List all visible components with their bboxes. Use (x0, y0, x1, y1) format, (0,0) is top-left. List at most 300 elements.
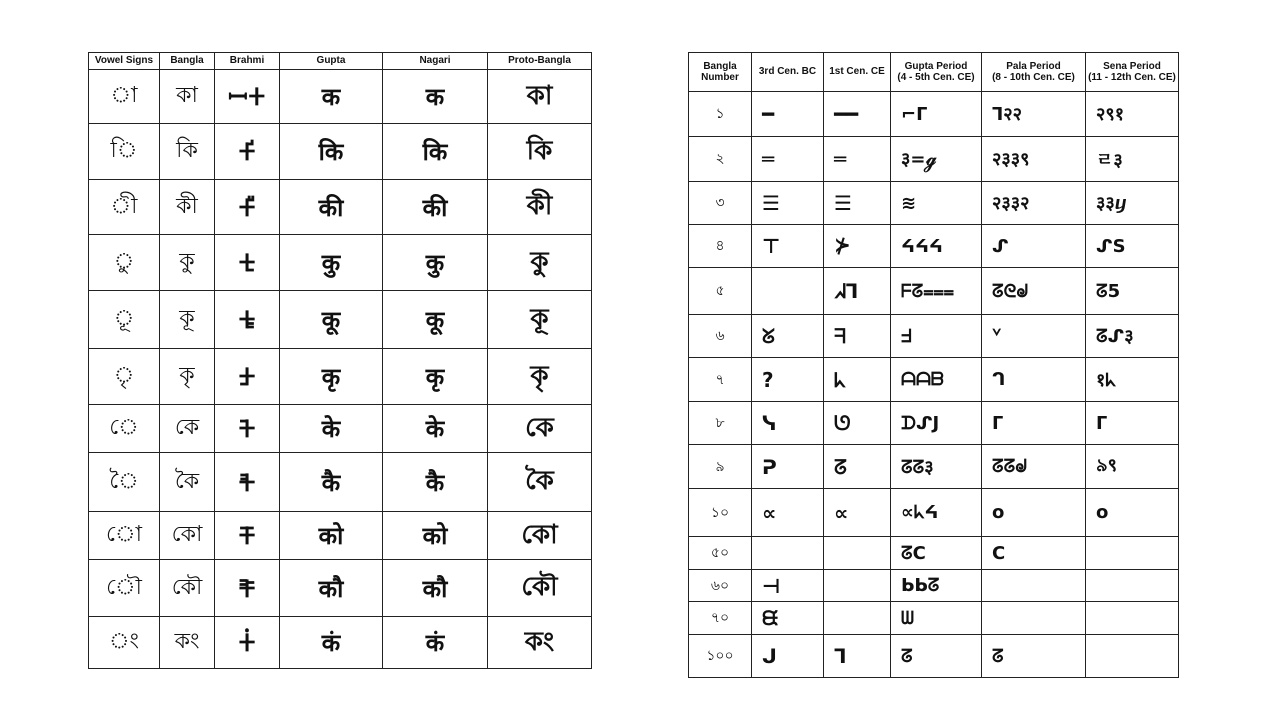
gupta-cell (280, 512, 383, 560)
header-proto-bangla: Proto-Bangla (488, 53, 592, 70)
brahmi-glyph: 𑀓𑀼 (237, 249, 257, 277)
num-cell (689, 137, 752, 182)
c1ce-cell (824, 635, 891, 678)
gupta-glyph: कं (321, 629, 341, 657)
table-row (89, 180, 592, 235)
bangla-cell (160, 70, 215, 124)
proto-glyph: কে (525, 412, 554, 443)
nagari-glyph: कौ (422, 574, 448, 603)
gupta-glyph: ᔦᔦᔦ (901, 235, 943, 257)
sign-cell (89, 560, 160, 617)
table-row (89, 124, 592, 180)
gupta-cell (891, 225, 982, 268)
sign-glyph: ী (110, 193, 138, 219)
c1ce-cell (824, 402, 891, 445)
gupta-cell (280, 617, 383, 669)
sign-glyph: ো (106, 522, 142, 547)
num-cell (689, 182, 752, 225)
vowel-table-header-row (89, 53, 592, 70)
gupta-cell (280, 453, 383, 512)
numeral-table-header-row (689, 53, 1179, 92)
nagari-cell (383, 124, 488, 180)
pala-glyph: ᒉ (992, 369, 1006, 390)
nagari-glyph: को (422, 522, 448, 550)
c3bc-cell (752, 182, 824, 225)
pala-cell (982, 445, 1086, 489)
nagari-cell (383, 405, 488, 453)
gupta-glyph: कि (318, 138, 344, 166)
c3bc-cell (752, 358, 824, 402)
gupta-glyph: ⌐ᒥ (901, 103, 928, 125)
nagari-glyph: कृ (425, 363, 445, 391)
brahmi-glyph: ꟷ𑀓 (228, 83, 266, 111)
c1ce-cell (824, 602, 891, 635)
nagari-cell (383, 70, 488, 124)
bangla-glyph: কা (176, 83, 198, 108)
gupta-cell (891, 537, 982, 570)
pala-cell (982, 358, 1086, 402)
gupta-glyph: ᘔC (901, 542, 926, 564)
header-line: Bangla (703, 60, 737, 72)
proto-glyph: কৈ (525, 466, 554, 496)
num-glyph: ২ (715, 151, 725, 167)
pala-glyph: ᘁ (992, 325, 1002, 347)
proto-glyph: কী (526, 191, 553, 221)
proto-cell (488, 180, 592, 235)
sign-glyph: ু (113, 249, 135, 274)
gupta-glyph: ᖴᘔ⩶ (901, 280, 955, 302)
gupta-cell (280, 560, 383, 617)
gupta-cell (280, 70, 383, 124)
bangla-glyph: কৈ (174, 468, 200, 494)
header-nagari: Nagari (383, 53, 488, 70)
proto-cell (488, 70, 592, 124)
c3bc-cell (752, 268, 824, 315)
header-bangla: Bangla (160, 53, 215, 70)
header-vowel-signs: Vowel Signs (89, 53, 160, 70)
brahmi-cell (215, 405, 280, 453)
pala-glyph: ᔑ (992, 235, 1009, 257)
bangla-glyph: কং (174, 629, 200, 654)
bangla-cell (160, 512, 215, 560)
table-row (89, 349, 592, 405)
c1ce-glyph: ᒣ (834, 644, 847, 668)
brahmi-glyph: 𑀓𑀻 (237, 193, 257, 222)
table-row (689, 402, 1179, 445)
header-line: (11 - 12th Cen. CE) (1088, 72, 1176, 83)
table-row (689, 489, 1179, 537)
num-glyph: ৯ (715, 458, 725, 475)
c3bc-cell (752, 402, 824, 445)
c1ce-glyph: ᖷ (834, 324, 846, 348)
gupta-cell (891, 570, 982, 602)
sign-cell (89, 235, 160, 291)
proto-glyph: কু (530, 246, 549, 277)
header-pala-period (982, 53, 1086, 92)
table-row (89, 291, 592, 349)
brahmi-cell (215, 349, 280, 405)
sign-cell (89, 70, 160, 124)
bangla-numerals-table (688, 52, 1179, 678)
pala-cell (982, 602, 1086, 635)
brahmi-cell (215, 291, 280, 349)
proto-cell (488, 405, 592, 453)
c1ce-cell (824, 225, 891, 268)
header-line: 3rd Cen. BC (758, 66, 817, 78)
sign-cell (89, 405, 160, 453)
bangla-cell (160, 291, 215, 349)
num-cell (689, 635, 752, 678)
nagari-cell (383, 617, 488, 669)
num-glyph: ৬ (715, 328, 725, 344)
table-row (689, 537, 1179, 570)
num-glyph: ১০০ (706, 648, 734, 664)
c3bc-glyph: ━ (762, 102, 775, 126)
num-glyph: ১ (715, 106, 725, 122)
pala-glyph: C (992, 542, 1006, 564)
pala-glyph: ᘔᘓᖙ (992, 280, 1028, 302)
brahmi-glyph: 𑀓𑁅 (237, 574, 257, 603)
num-glyph: ৭০ (710, 610, 730, 626)
table-row (89, 70, 592, 124)
pala-glyph: २३३९ (992, 149, 1030, 170)
num-glyph: ৬০ (710, 577, 730, 594)
gupta-cell (891, 489, 982, 537)
header-line: Number (701, 72, 739, 83)
sena-cell (1086, 268, 1179, 315)
gupta-cell (891, 402, 982, 445)
sign-cell (89, 124, 160, 180)
brahmi-glyph: 𑀓𑀁 (237, 629, 257, 657)
proto-glyph: কৃ (530, 360, 549, 391)
c1ce-cell (824, 489, 891, 537)
c3bc-cell (752, 489, 824, 537)
header-line: (8 - 10th Cen. CE) (992, 72, 1075, 83)
sign-glyph: ং (108, 629, 140, 654)
gupta-cell (891, 602, 982, 635)
nagari-cell (383, 349, 488, 405)
c1ce-cell (824, 537, 891, 570)
pala-cell (982, 315, 1086, 358)
c3bc-glyph: ᕈ (762, 454, 777, 479)
sena-cell (1086, 635, 1179, 678)
pala-glyph: २३३२ (992, 193, 1030, 214)
num-cell (689, 92, 752, 137)
sena-cell (1086, 445, 1179, 489)
sena-glyph: ㄹ३ (1096, 150, 1123, 171)
nagari-cell (383, 235, 488, 291)
gupta-glyph: के (321, 415, 341, 443)
proto-cell (488, 349, 592, 405)
c3bc-glyph: ∝ (762, 500, 777, 525)
sign-glyph: ৌ (106, 574, 142, 600)
proto-cell (488, 291, 592, 349)
vowel-signs-table (88, 52, 592, 669)
sena-glyph: २९१ (1096, 104, 1125, 125)
table-row (689, 182, 1179, 225)
c1ce-glyph: ᘔ (834, 454, 847, 479)
num-cell (689, 570, 752, 602)
sena-glyph: ᘔᔑ३ (1096, 326, 1134, 347)
bangla-cell (160, 235, 215, 291)
pala-glyph: ᘔᘔᖙ (992, 456, 1027, 477)
c1ce-glyph: ∝ (834, 500, 849, 525)
sena-cell (1086, 602, 1179, 635)
gupta-glyph: ᗯ (901, 607, 914, 629)
bangla-glyph: কৃ (179, 363, 195, 388)
gupta-glyph: ᗪᔑJ (901, 412, 940, 434)
c1ce-cell (824, 315, 891, 358)
vowel-table-body (89, 70, 592, 669)
pala-glyph: ᘔ (992, 645, 1004, 667)
c1ce-glyph: ᘎ (834, 411, 851, 435)
gupta-cell (280, 180, 383, 235)
bangla-cell (160, 124, 215, 180)
header-gupta-period (891, 53, 982, 92)
c1ce-glyph: ᖽᒣ (834, 279, 859, 303)
num-cell (689, 358, 752, 402)
c1ce-glyph: ⊁ (834, 234, 851, 258)
sign-cell (89, 453, 160, 512)
pala-cell (982, 537, 1086, 570)
c1ce-glyph: ᖾ (834, 367, 846, 392)
num-glyph: ৭ (715, 371, 725, 388)
pala-glyph: ᒣ२२ (992, 104, 1022, 125)
num-cell (689, 489, 752, 537)
header-line: (4 - 5th Cen. CE) (897, 72, 975, 83)
header-1st-cen-ce (824, 53, 891, 92)
pala-cell (982, 137, 1086, 182)
brahmi-cell (215, 617, 280, 669)
proto-cell (488, 617, 592, 669)
pala-cell (982, 268, 1086, 315)
header-gupta: Gupta (280, 53, 383, 70)
gupta-glyph: कृ (321, 363, 341, 391)
gupta-glyph: ≋ (901, 192, 917, 214)
brahmi-glyph: 𑀓𑁂 (237, 415, 257, 443)
pala-glyph: o (992, 502, 1005, 523)
c3bc-glyph: ᙙ (762, 606, 779, 630)
bangla-cell (160, 180, 215, 235)
num-cell (689, 445, 752, 489)
bangla-glyph: কে (174, 415, 200, 440)
num-cell (689, 537, 752, 570)
gupta-glyph: कै (321, 468, 341, 497)
table-row (689, 268, 1179, 315)
c3bc-glyph: ☰ (762, 191, 780, 215)
c3bc-glyph: ⊤ (762, 234, 781, 258)
nagari-cell (383, 291, 488, 349)
gupta-glyph: कु (321, 249, 341, 277)
nagari-glyph: कं (425, 629, 445, 657)
table-row (689, 635, 1179, 678)
c3bc-cell (752, 602, 824, 635)
bangla-glyph: কো (171, 522, 203, 547)
num-cell (689, 268, 752, 315)
sena-cell (1086, 92, 1179, 137)
table-row (689, 225, 1179, 268)
proto-glyph: কৌ (521, 572, 558, 602)
gupta-cell (280, 235, 383, 291)
gupta-glyph: ᖯᖯᘔ (901, 575, 940, 596)
sign-glyph: ূ (113, 306, 135, 331)
header-3rd-cen-bc (752, 53, 824, 92)
sign-glyph: ৃ (113, 363, 135, 388)
c3bc-cell (752, 92, 824, 137)
sena-glyph: ᔑS (1096, 235, 1126, 257)
bangla-glyph: কি (176, 138, 198, 163)
gupta-cell (891, 315, 982, 358)
proto-cell (488, 512, 592, 560)
brahmi-cell (215, 453, 280, 512)
bangla-cell (160, 453, 215, 512)
nagari-cell (383, 453, 488, 512)
c1ce-cell (824, 92, 891, 137)
c1ce-cell (824, 182, 891, 225)
sign-glyph: ৈ (109, 468, 139, 494)
gupta-cell (891, 182, 982, 225)
gupta-cell (280, 124, 383, 180)
bangla-glyph: কী (176, 193, 198, 219)
brahmi-cell (215, 70, 280, 124)
proto-glyph: কি (526, 135, 553, 166)
c3bc-cell (752, 225, 824, 268)
bangla-cell (160, 405, 215, 453)
sign-cell (89, 349, 160, 405)
table-row (689, 315, 1179, 358)
c1ce-glyph: ☰ (834, 191, 852, 215)
sena-glyph: ৯९ (1096, 455, 1118, 476)
sena-glyph: १ᖾ (1096, 369, 1116, 391)
c3bc-cell (752, 445, 824, 489)
num-glyph: ৫ (715, 283, 725, 299)
table-row (89, 405, 592, 453)
gupta-glyph: कौ (318, 574, 344, 603)
header-bangla-number (689, 53, 752, 92)
gupta-cell (280, 405, 383, 453)
c3bc-glyph: ? (762, 367, 774, 392)
sign-cell (89, 180, 160, 235)
pala-cell (982, 489, 1086, 537)
num-glyph: ১০ (710, 504, 730, 521)
header-line: Gupta Period (904, 60, 968, 72)
num-cell (689, 225, 752, 268)
c3bc-glyph: ⊣ (762, 573, 781, 598)
brahmi-cell (215, 512, 280, 560)
numeral-table-body (689, 92, 1179, 678)
c3bc-glyph: ═ (762, 147, 775, 171)
c1ce-cell (824, 358, 891, 402)
c1ce-cell (824, 268, 891, 315)
num-cell (689, 315, 752, 358)
proto-glyph: কং (524, 626, 555, 657)
sena-cell (1086, 402, 1179, 445)
proto-glyph: কা (526, 80, 553, 111)
nagari-cell (383, 180, 488, 235)
bangla-glyph: কৌ (171, 574, 203, 600)
proto-cell (488, 235, 592, 291)
gupta-cell (891, 268, 982, 315)
c3bc-glyph: ᓭ (762, 411, 777, 435)
gupta-glyph: क (321, 83, 341, 111)
table-row (689, 137, 1179, 182)
gupta-glyph: ᘔᘔ३ (901, 456, 934, 478)
pala-cell (982, 92, 1086, 137)
brahmi-cell (215, 235, 280, 291)
num-cell (689, 602, 752, 635)
pala-cell (982, 402, 1086, 445)
nagari-cell (383, 560, 488, 617)
num-glyph: ৫০ (710, 545, 730, 561)
pala-cell (982, 635, 1086, 678)
sign-glyph: ি (110, 138, 138, 163)
header-line: 1st Cen. CE (829, 66, 885, 78)
gupta-cell (891, 137, 982, 182)
gupta-glyph: की (318, 193, 344, 222)
c3bc-cell (752, 315, 824, 358)
brahmi-glyph: 𑀓𑁄 (237, 522, 257, 550)
sena-cell (1086, 358, 1179, 402)
num-glyph: ৩ (715, 195, 725, 211)
c1ce-cell (824, 445, 891, 489)
pala-glyph: ᒥ (992, 412, 1004, 434)
sena-cell (1086, 570, 1179, 602)
nagari-glyph: की (422, 193, 448, 222)
c3bc-cell (752, 570, 824, 602)
c3bc-cell (752, 137, 824, 182)
brahmi-glyph: 𑀓𑁃 (237, 468, 257, 497)
header-line: Sena Period (1103, 60, 1161, 72)
brahmi-glyph: 𑀓𑀺 (237, 138, 257, 166)
gupta-glyph: ᘔ (901, 645, 913, 667)
num-cell (689, 402, 752, 445)
num-glyph: ৪ (715, 238, 725, 254)
sign-glyph: া (110, 83, 138, 108)
brahmi-cell (215, 124, 280, 180)
nagari-glyph: के (425, 415, 445, 443)
sena-cell (1086, 489, 1179, 537)
brahmi-cell (215, 560, 280, 617)
sena-cell (1086, 225, 1179, 268)
gupta-glyph: ३=ℊ (901, 149, 936, 170)
sena-glyph: ᒥ (1096, 412, 1108, 434)
brahmi-cell (215, 180, 280, 235)
c1ce-glyph: ━━ (834, 102, 859, 126)
gupta-glyph: को (318, 522, 344, 550)
num-glyph: ৮ (715, 415, 725, 431)
header-brahmi: Brahmi (215, 53, 280, 70)
nagari-glyph: कु (425, 249, 445, 277)
bangla-cell (160, 617, 215, 669)
sign-cell (89, 512, 160, 560)
pala-cell (982, 570, 1086, 602)
gupta-glyph: ᗩᗩᗷ (901, 369, 944, 390)
sena-cell (1086, 537, 1179, 570)
table-row (89, 560, 592, 617)
table-row (89, 453, 592, 512)
proto-cell (488, 453, 592, 512)
nagari-glyph: क (425, 83, 445, 111)
proto-glyph: কো (521, 519, 558, 550)
nagari-glyph: कू (425, 306, 445, 334)
table-row (689, 445, 1179, 489)
c1ce-cell (824, 570, 891, 602)
nagari-glyph: कि (422, 138, 448, 166)
c1ce-cell (824, 137, 891, 182)
sign-cell (89, 291, 160, 349)
sena-cell (1086, 182, 1179, 225)
sena-glyph: ३३ⴘ (1096, 193, 1127, 214)
